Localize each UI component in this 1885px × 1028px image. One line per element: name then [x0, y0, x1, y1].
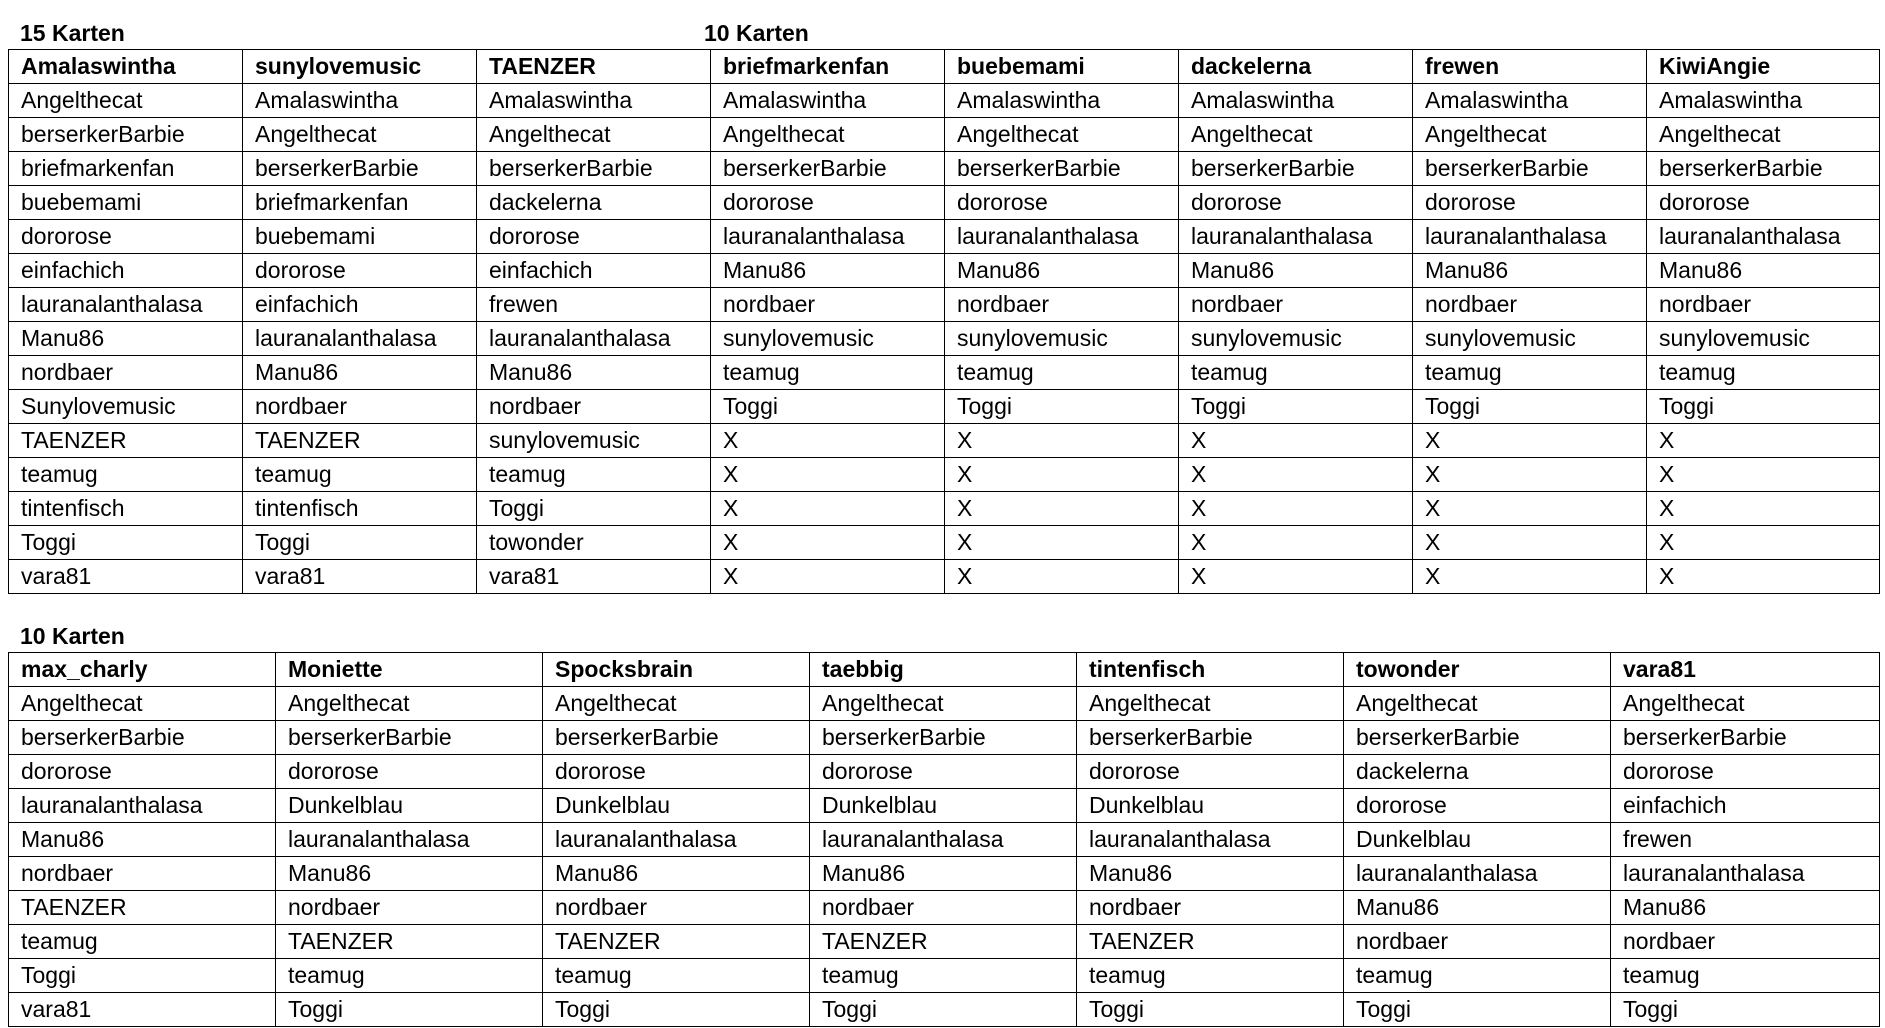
- table-cell: Manu86: [1179, 254, 1413, 288]
- table-cell: Manu86: [543, 857, 810, 891]
- table-cell: Angelthecat: [9, 687, 276, 721]
- table-cell: dororose: [1344, 789, 1611, 823]
- table-row: [9, 823, 1880, 857]
- table-cell: lauranalanthalasa: [1077, 823, 1344, 857]
- table-cell: TAENZER: [810, 925, 1077, 959]
- table-cell: sunylovemusic: [1647, 322, 1880, 356]
- column-header: sunylovemusic: [243, 50, 477, 84]
- table-cell: Angelthecat: [1611, 687, 1880, 721]
- table-cell: X: [1413, 526, 1647, 560]
- table-cell: teamug: [945, 356, 1179, 390]
- column-header: buebemami: [945, 50, 1179, 84]
- table-cell: teamug: [1611, 959, 1880, 993]
- table-cell: Dunkelblau: [1077, 789, 1344, 823]
- table-cell: X: [711, 424, 945, 458]
- table-cell: Manu86: [1344, 891, 1611, 925]
- table-cell: Angelthecat: [1647, 118, 1880, 152]
- table-cell: X: [945, 492, 1179, 526]
- table-cell: nordbaer: [477, 390, 711, 424]
- table-cell: Angelthecat: [477, 118, 711, 152]
- table-cell: dororose: [1413, 186, 1647, 220]
- bottom-header-row: [9, 653, 1880, 687]
- table-row: [9, 84, 1880, 118]
- table-row: [9, 390, 1880, 424]
- table-cell: TAENZER: [276, 925, 543, 959]
- table-cell: berserkerBarbie: [9, 721, 276, 755]
- table-cell: Toggi: [1647, 390, 1880, 424]
- top-header-row: [9, 50, 1880, 84]
- table-cell: Toggi: [711, 390, 945, 424]
- table-cell: X: [1413, 492, 1647, 526]
- table-row: [9, 186, 1880, 220]
- table-cell: Toggi: [543, 993, 810, 1027]
- column-header: KiwiAngie: [1647, 50, 1880, 84]
- table-cell: einfachich: [9, 254, 243, 288]
- table-cell: X: [1647, 526, 1880, 560]
- table-cell: nordbaer: [243, 390, 477, 424]
- table-cell: tintenfisch: [9, 492, 243, 526]
- table-row: [9, 993, 1880, 1027]
- table-cell: berserkerBarbie: [945, 152, 1179, 186]
- table-cell: Toggi: [945, 390, 1179, 424]
- table-cell: sunylovemusic: [1179, 322, 1413, 356]
- table-cell: berserkerBarbie: [810, 721, 1077, 755]
- table-cell: lauranalanthalasa: [1344, 857, 1611, 891]
- table-cell: Sunylovemusic: [9, 390, 243, 424]
- table-cell: teamug: [9, 458, 243, 492]
- table-cell: X: [945, 424, 1179, 458]
- table-row: [9, 687, 1880, 721]
- table-cell: buebemami: [243, 220, 477, 254]
- table-cell: einfachich: [1611, 789, 1880, 823]
- table-cell: lauranalanthalasa: [1611, 857, 1880, 891]
- table-cell: berserkerBarbie: [1077, 721, 1344, 755]
- bottom-label-10-karten: 10 Karten: [20, 623, 125, 649]
- table-cell: lauranalanthalasa: [9, 288, 243, 322]
- table-cell: Angelthecat: [1344, 687, 1611, 721]
- table-cell: teamug: [1647, 356, 1880, 390]
- table-row: [9, 721, 1880, 755]
- table-cell: nordbaer: [1179, 288, 1413, 322]
- table-cell: Angelthecat: [1077, 687, 1344, 721]
- table-row: [9, 458, 1880, 492]
- table-cell: nordbaer: [543, 891, 810, 925]
- column-header: Spocksbrain: [543, 653, 810, 687]
- table-cell: Toggi: [276, 993, 543, 1027]
- table-cell: Manu86: [9, 823, 276, 857]
- table-row: [9, 492, 1880, 526]
- table-cell: lauranalanthalasa: [276, 823, 543, 857]
- table-cell: Dunkelblau: [543, 789, 810, 823]
- table-row: [9, 789, 1880, 823]
- table-cell: Dunkelblau: [276, 789, 543, 823]
- table-cell: lauranalanthalasa: [9, 789, 276, 823]
- table-cell: berserkerBarbie: [1647, 152, 1880, 186]
- table-row: [9, 560, 1880, 594]
- table-cell: teamug: [1413, 356, 1647, 390]
- table-cell: Toggi: [477, 492, 711, 526]
- table-row: [9, 959, 1880, 993]
- bottom-card-table: [8, 652, 1880, 1027]
- column-header: frewen: [1413, 50, 1647, 84]
- table-row: [9, 220, 1880, 254]
- table-cell: X: [1179, 492, 1413, 526]
- table-cell: briefmarkenfan: [9, 152, 243, 186]
- table-cell: X: [711, 560, 945, 594]
- table-cell: teamug: [1077, 959, 1344, 993]
- table-cell: nordbaer: [1611, 925, 1880, 959]
- table-cell: Toggi: [810, 993, 1077, 1027]
- table-cell: Toggi: [1611, 993, 1880, 1027]
- table-cell: vara81: [477, 560, 711, 594]
- table-cell: X: [1179, 424, 1413, 458]
- column-header: Moniette: [276, 653, 543, 687]
- table-cell: Angelthecat: [276, 687, 543, 721]
- table-cell: Amalaswintha: [711, 84, 945, 118]
- table-cell: frewen: [1611, 823, 1880, 857]
- column-header: tintenfisch: [1077, 653, 1344, 687]
- table-cell: dororose: [1179, 186, 1413, 220]
- table-cell: Manu86: [1413, 254, 1647, 288]
- table-cell: dackelerna: [1344, 755, 1611, 789]
- table-cell: sunylovemusic: [1413, 322, 1647, 356]
- table-cell: Amalaswintha: [243, 84, 477, 118]
- table-cell: X: [1413, 560, 1647, 594]
- column-header: max_charly: [9, 653, 276, 687]
- table-cell: TAENZER: [9, 424, 243, 458]
- table-cell: X: [1647, 458, 1880, 492]
- table-cell: Manu86: [243, 356, 477, 390]
- table-cell: Angelthecat: [9, 84, 243, 118]
- table-cell: teamug: [243, 458, 477, 492]
- table-cell: nordbaer: [1413, 288, 1647, 322]
- table-row: [9, 322, 1880, 356]
- table-cell: Amalaswintha: [1647, 84, 1880, 118]
- table-cell: Manu86: [810, 857, 1077, 891]
- table-cell: teamug: [543, 959, 810, 993]
- table-cell: teamug: [1344, 959, 1611, 993]
- table-cell: dororose: [243, 254, 477, 288]
- table-cell: X: [1179, 458, 1413, 492]
- table-cell: dororose: [543, 755, 810, 789]
- table-cell: dororose: [1077, 755, 1344, 789]
- table-cell: nordbaer: [810, 891, 1077, 925]
- table-row: [9, 152, 1880, 186]
- table-cell: dororose: [810, 755, 1077, 789]
- table-cell: nordbaer: [9, 857, 276, 891]
- table-cell: berserkerBarbie: [711, 152, 945, 186]
- table-cell: dororose: [1647, 186, 1880, 220]
- table-cell: nordbaer: [9, 356, 243, 390]
- table-cell: Toggi: [9, 526, 243, 560]
- table-cell: buebemami: [9, 186, 243, 220]
- table-cell: dororose: [477, 220, 711, 254]
- column-header: dackelerna: [1179, 50, 1413, 84]
- table-cell: Angelthecat: [711, 118, 945, 152]
- column-header: vara81: [1611, 653, 1880, 687]
- table-cell: sunylovemusic: [711, 322, 945, 356]
- column-header: TAENZER: [477, 50, 711, 84]
- table-row: [9, 755, 1880, 789]
- table-cell: teamug: [1179, 356, 1413, 390]
- top-card-table: [8, 49, 1880, 594]
- table-cell: teamug: [810, 959, 1077, 993]
- table-cell: lauranalanthalasa: [1413, 220, 1647, 254]
- table-cell: teamug: [477, 458, 711, 492]
- column-header: briefmarkenfan: [711, 50, 945, 84]
- table-cell: nordbaer: [711, 288, 945, 322]
- table-cell: berserkerBarbie: [1413, 152, 1647, 186]
- table-cell: berserkerBarbie: [543, 721, 810, 755]
- table-cell: sunylovemusic: [477, 424, 711, 458]
- table-cell: dororose: [9, 755, 276, 789]
- table-cell: X: [1179, 526, 1413, 560]
- table-cell: einfachich: [477, 254, 711, 288]
- table-cell: dororose: [945, 186, 1179, 220]
- table-cell: vara81: [9, 560, 243, 594]
- table-cell: Angelthecat: [810, 687, 1077, 721]
- table-cell: Dunkelblau: [810, 789, 1077, 823]
- table-cell: Toggi: [9, 959, 276, 993]
- table-cell: berserkerBarbie: [243, 152, 477, 186]
- table-cell: Amalaswintha: [945, 84, 1179, 118]
- table-cell: lauranalanthalasa: [477, 322, 711, 356]
- table-cell: berserkerBarbie: [1179, 152, 1413, 186]
- table-cell: TAENZER: [543, 925, 810, 959]
- table-cell: Toggi: [1077, 993, 1344, 1027]
- table-cell: X: [1647, 424, 1880, 458]
- table-row: [9, 526, 1880, 560]
- table-cell: sunylovemusic: [945, 322, 1179, 356]
- table-row: [9, 356, 1880, 390]
- table-cell: tintenfisch: [243, 492, 477, 526]
- table-cell: lauranalanthalasa: [1179, 220, 1413, 254]
- table-cell: teamug: [276, 959, 543, 993]
- table-cell: X: [1647, 560, 1880, 594]
- table-cell: TAENZER: [243, 424, 477, 458]
- table-cell: vara81: [243, 560, 477, 594]
- table-cell: Angelthecat: [1413, 118, 1647, 152]
- table-cell: berserkerBarbie: [9, 118, 243, 152]
- table-cell: lauranalanthalasa: [543, 823, 810, 857]
- table-row: [9, 891, 1880, 925]
- table-cell: TAENZER: [9, 891, 276, 925]
- table-cell: TAENZER: [1077, 925, 1344, 959]
- table-cell: lauranalanthalasa: [810, 823, 1077, 857]
- table-cell: nordbaer: [1344, 925, 1611, 959]
- table-cell: Amalaswintha: [1413, 84, 1647, 118]
- table-cell: X: [1179, 560, 1413, 594]
- table-cell: Angelthecat: [1179, 118, 1413, 152]
- table-cell: X: [711, 492, 945, 526]
- table-cell: nordbaer: [276, 891, 543, 925]
- table-cell: nordbaer: [1077, 891, 1344, 925]
- table-cell: Toggi: [1179, 390, 1413, 424]
- table-row: [9, 857, 1880, 891]
- table-cell: Amalaswintha: [1179, 84, 1413, 118]
- table-cell: lauranalanthalasa: [945, 220, 1179, 254]
- table-row: [9, 118, 1880, 152]
- table-row: [9, 254, 1880, 288]
- table-cell: Manu86: [9, 322, 243, 356]
- table-cell: berserkerBarbie: [276, 721, 543, 755]
- table-cell: Manu86: [477, 356, 711, 390]
- table-row: [9, 424, 1880, 458]
- table-cell: Toggi: [243, 526, 477, 560]
- table-cell: Toggi: [1344, 993, 1611, 1027]
- top-label-10-karten: 10 Karten: [704, 20, 809, 46]
- table-cell: X: [945, 560, 1179, 594]
- table-cell: teamug: [9, 925, 276, 959]
- table-cell: Angelthecat: [945, 118, 1179, 152]
- table-cell: X: [711, 526, 945, 560]
- table-cell: Manu86: [711, 254, 945, 288]
- table-cell: X: [945, 526, 1179, 560]
- table-cell: nordbaer: [1647, 288, 1880, 322]
- table-cell: X: [1647, 492, 1880, 526]
- table-cell: berserkerBarbie: [477, 152, 711, 186]
- table-cell: vara81: [9, 993, 276, 1027]
- table-cell: X: [711, 458, 945, 492]
- table-cell: dororose: [711, 186, 945, 220]
- table-cell: Manu86: [1611, 891, 1880, 925]
- table-cell: X: [1413, 424, 1647, 458]
- table-cell: Manu86: [1077, 857, 1344, 891]
- table-cell: Amalaswintha: [477, 84, 711, 118]
- table-cell: Angelthecat: [543, 687, 810, 721]
- table-cell: Manu86: [1647, 254, 1880, 288]
- table-cell: briefmarkenfan: [243, 186, 477, 220]
- table-cell: dororose: [1611, 755, 1880, 789]
- table-cell: nordbaer: [945, 288, 1179, 322]
- table-cell: berserkerBarbie: [1344, 721, 1611, 755]
- table-cell: lauranalanthalasa: [243, 322, 477, 356]
- table-cell: berserkerBarbie: [1611, 721, 1880, 755]
- table-cell: Manu86: [945, 254, 1179, 288]
- table-cell: Manu86: [276, 857, 543, 891]
- table-cell: Dunkelblau: [1344, 823, 1611, 857]
- table-cell: Toggi: [1413, 390, 1647, 424]
- table-cell: lauranalanthalasa: [1647, 220, 1880, 254]
- table-cell: towonder: [477, 526, 711, 560]
- table-cell: dororose: [276, 755, 543, 789]
- table-cell: dororose: [9, 220, 243, 254]
- column-header: taebbig: [810, 653, 1077, 687]
- table-cell: lauranalanthalasa: [711, 220, 945, 254]
- table-cell: X: [945, 458, 1179, 492]
- top-label-15-karten: 15 Karten: [20, 20, 125, 46]
- table-cell: X: [1413, 458, 1647, 492]
- table-cell: dackelerna: [477, 186, 711, 220]
- table-row: [9, 288, 1880, 322]
- table-row: [9, 925, 1880, 959]
- table-cell: frewen: [477, 288, 711, 322]
- table-cell: teamug: [711, 356, 945, 390]
- column-header: Amalaswintha: [9, 50, 243, 84]
- table-cell: Angelthecat: [243, 118, 477, 152]
- column-header: towonder: [1344, 653, 1611, 687]
- table-cell: einfachich: [243, 288, 477, 322]
